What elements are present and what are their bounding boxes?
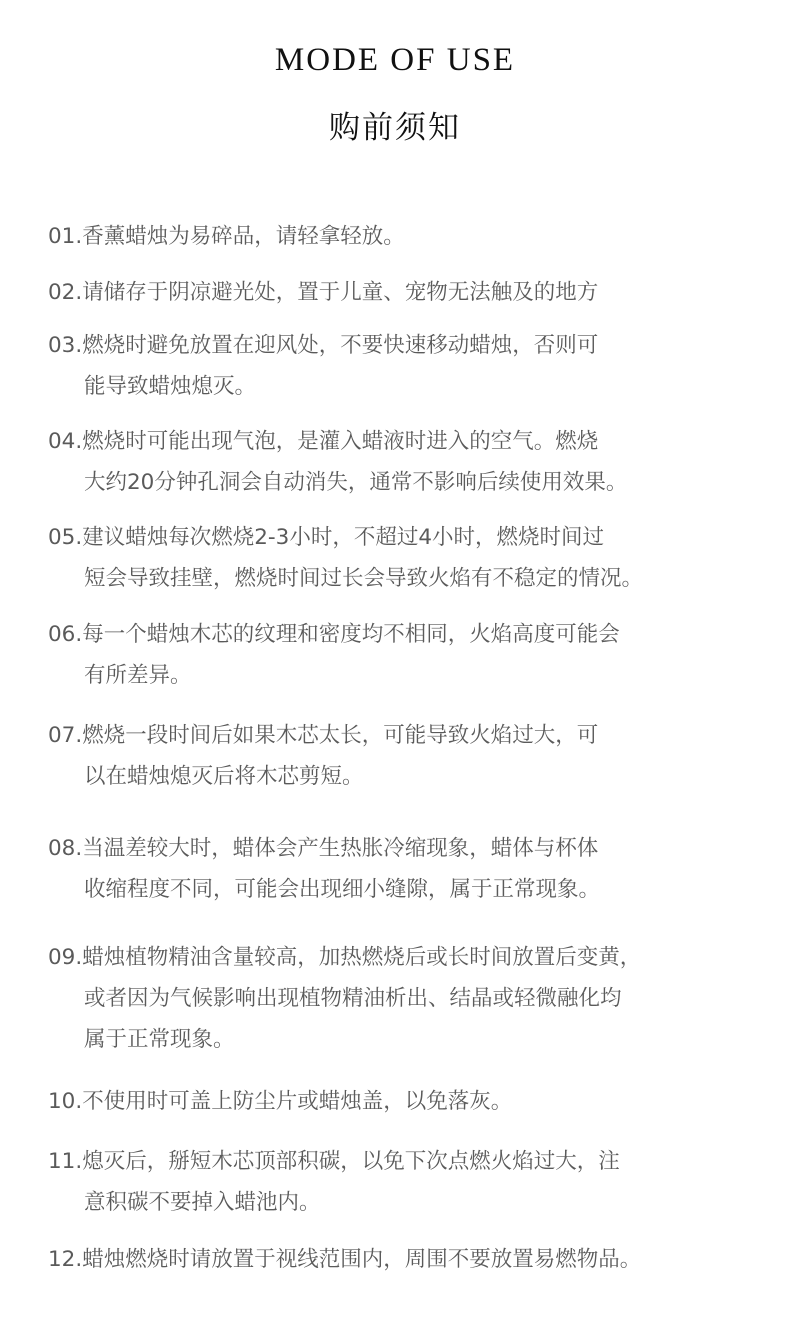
item-text-line: 燃烧时可能出现气泡，是灌入蜡液时进入的空气。燃烧 bbox=[82, 429, 599, 454]
item-text-line: 不使用时可盖上防尘片或蜡烛盖，以免落灰。 bbox=[82, 1089, 513, 1114]
item-text-line: 燃烧一段时间后如果木芯太长，可能导致火焰过大，可 bbox=[82, 723, 599, 748]
item-text-line: 蜡烛燃烧时请放置于视线范围内，周围不要放置易燃物品。 bbox=[82, 1247, 642, 1272]
item-text-line: 每一个蜡烛木芯的纹理和密度均不相同，火焰高度可能会 bbox=[82, 622, 620, 647]
item-text-line: 能导致蜡烛熄灭。 bbox=[84, 374, 257, 399]
list-item-05 bbox=[48, 517, 748, 599]
item-number: 11. bbox=[48, 1149, 83, 1174]
item-number: 02. bbox=[48, 280, 83, 305]
item-number: 09. bbox=[48, 945, 83, 970]
list-item-11 bbox=[48, 1141, 748, 1223]
item-text-line: 或者因为气候影响出现植物精油析出、结晶或轻微融化均 bbox=[84, 986, 622, 1011]
item-text-line: 蜡烛植物精油含量较高，加热燃烧后或长时间放置后变黄， bbox=[82, 945, 642, 970]
item-number: 03. bbox=[48, 333, 83, 358]
item-text-line: 熄灭后，掰短木芯顶部积碳，以免下次点燃火焰过大，注 bbox=[82, 1149, 620, 1174]
item-text-line: 收缩程度不同，可能会出现细小缝隙，属于正常现象。 bbox=[84, 877, 601, 902]
item-text-line: 大约20分钟孔洞会自动消失，通常不影响后续使用效果。 bbox=[84, 470, 628, 495]
item-number: 01. bbox=[48, 224, 83, 249]
item-text-line: 香薰蜡烛为易碎品，请轻拿轻放。 bbox=[82, 224, 405, 249]
list-item-03 bbox=[48, 325, 748, 407]
item-text-line: 以在蜡烛熄灭后将木芯剪短。 bbox=[84, 764, 364, 789]
item-text-line: 燃烧时避免放置在迎风处，不要快速移动蜡烛，否则可 bbox=[82, 333, 599, 358]
item-text-line: 请储存于阴凉避光处，置于儿童、宠物无法触及的地方 bbox=[82, 280, 599, 305]
list-item-02 bbox=[48, 272, 748, 313]
list-item-12 bbox=[48, 1239, 748, 1280]
list-item-08 bbox=[48, 828, 748, 910]
list-item-06 bbox=[48, 614, 748, 696]
item-number: 04. bbox=[48, 429, 83, 454]
item-number: 07. bbox=[48, 723, 83, 748]
item-number: 10. bbox=[48, 1089, 83, 1114]
list-item-10 bbox=[48, 1081, 748, 1122]
list-item-09 bbox=[48, 937, 748, 1060]
page-title-zh: 购前须知 bbox=[329, 110, 461, 146]
list-item-04 bbox=[48, 421, 748, 503]
list-item-01 bbox=[48, 216, 748, 257]
item-number: 06. bbox=[48, 622, 83, 647]
item-text-line: 有所差异。 bbox=[84, 663, 192, 688]
item-number: 12. bbox=[48, 1247, 83, 1272]
item-number: 05. bbox=[48, 525, 83, 550]
item-number: 08. bbox=[48, 836, 83, 861]
item-text-line: 建议蜡烛每次燃烧2-3小时，不超过4小时，燃烧时间过 bbox=[82, 525, 605, 550]
page-title-en: MODE OF USE bbox=[274, 42, 516, 78]
item-text-line: 属于正常现象。 bbox=[84, 1027, 235, 1052]
item-text-line: 短会导致挂壁，燃烧时间过长会导致火焰有不稳定的情况。 bbox=[84, 566, 644, 591]
item-text-line: 当温差较大时，蜡体会产生热胀冷缩现象，蜡体与杯体 bbox=[82, 836, 599, 861]
item-text-line: 意积碳不要掉入蜡池内。 bbox=[84, 1190, 321, 1215]
list-item-07 bbox=[48, 715, 748, 797]
